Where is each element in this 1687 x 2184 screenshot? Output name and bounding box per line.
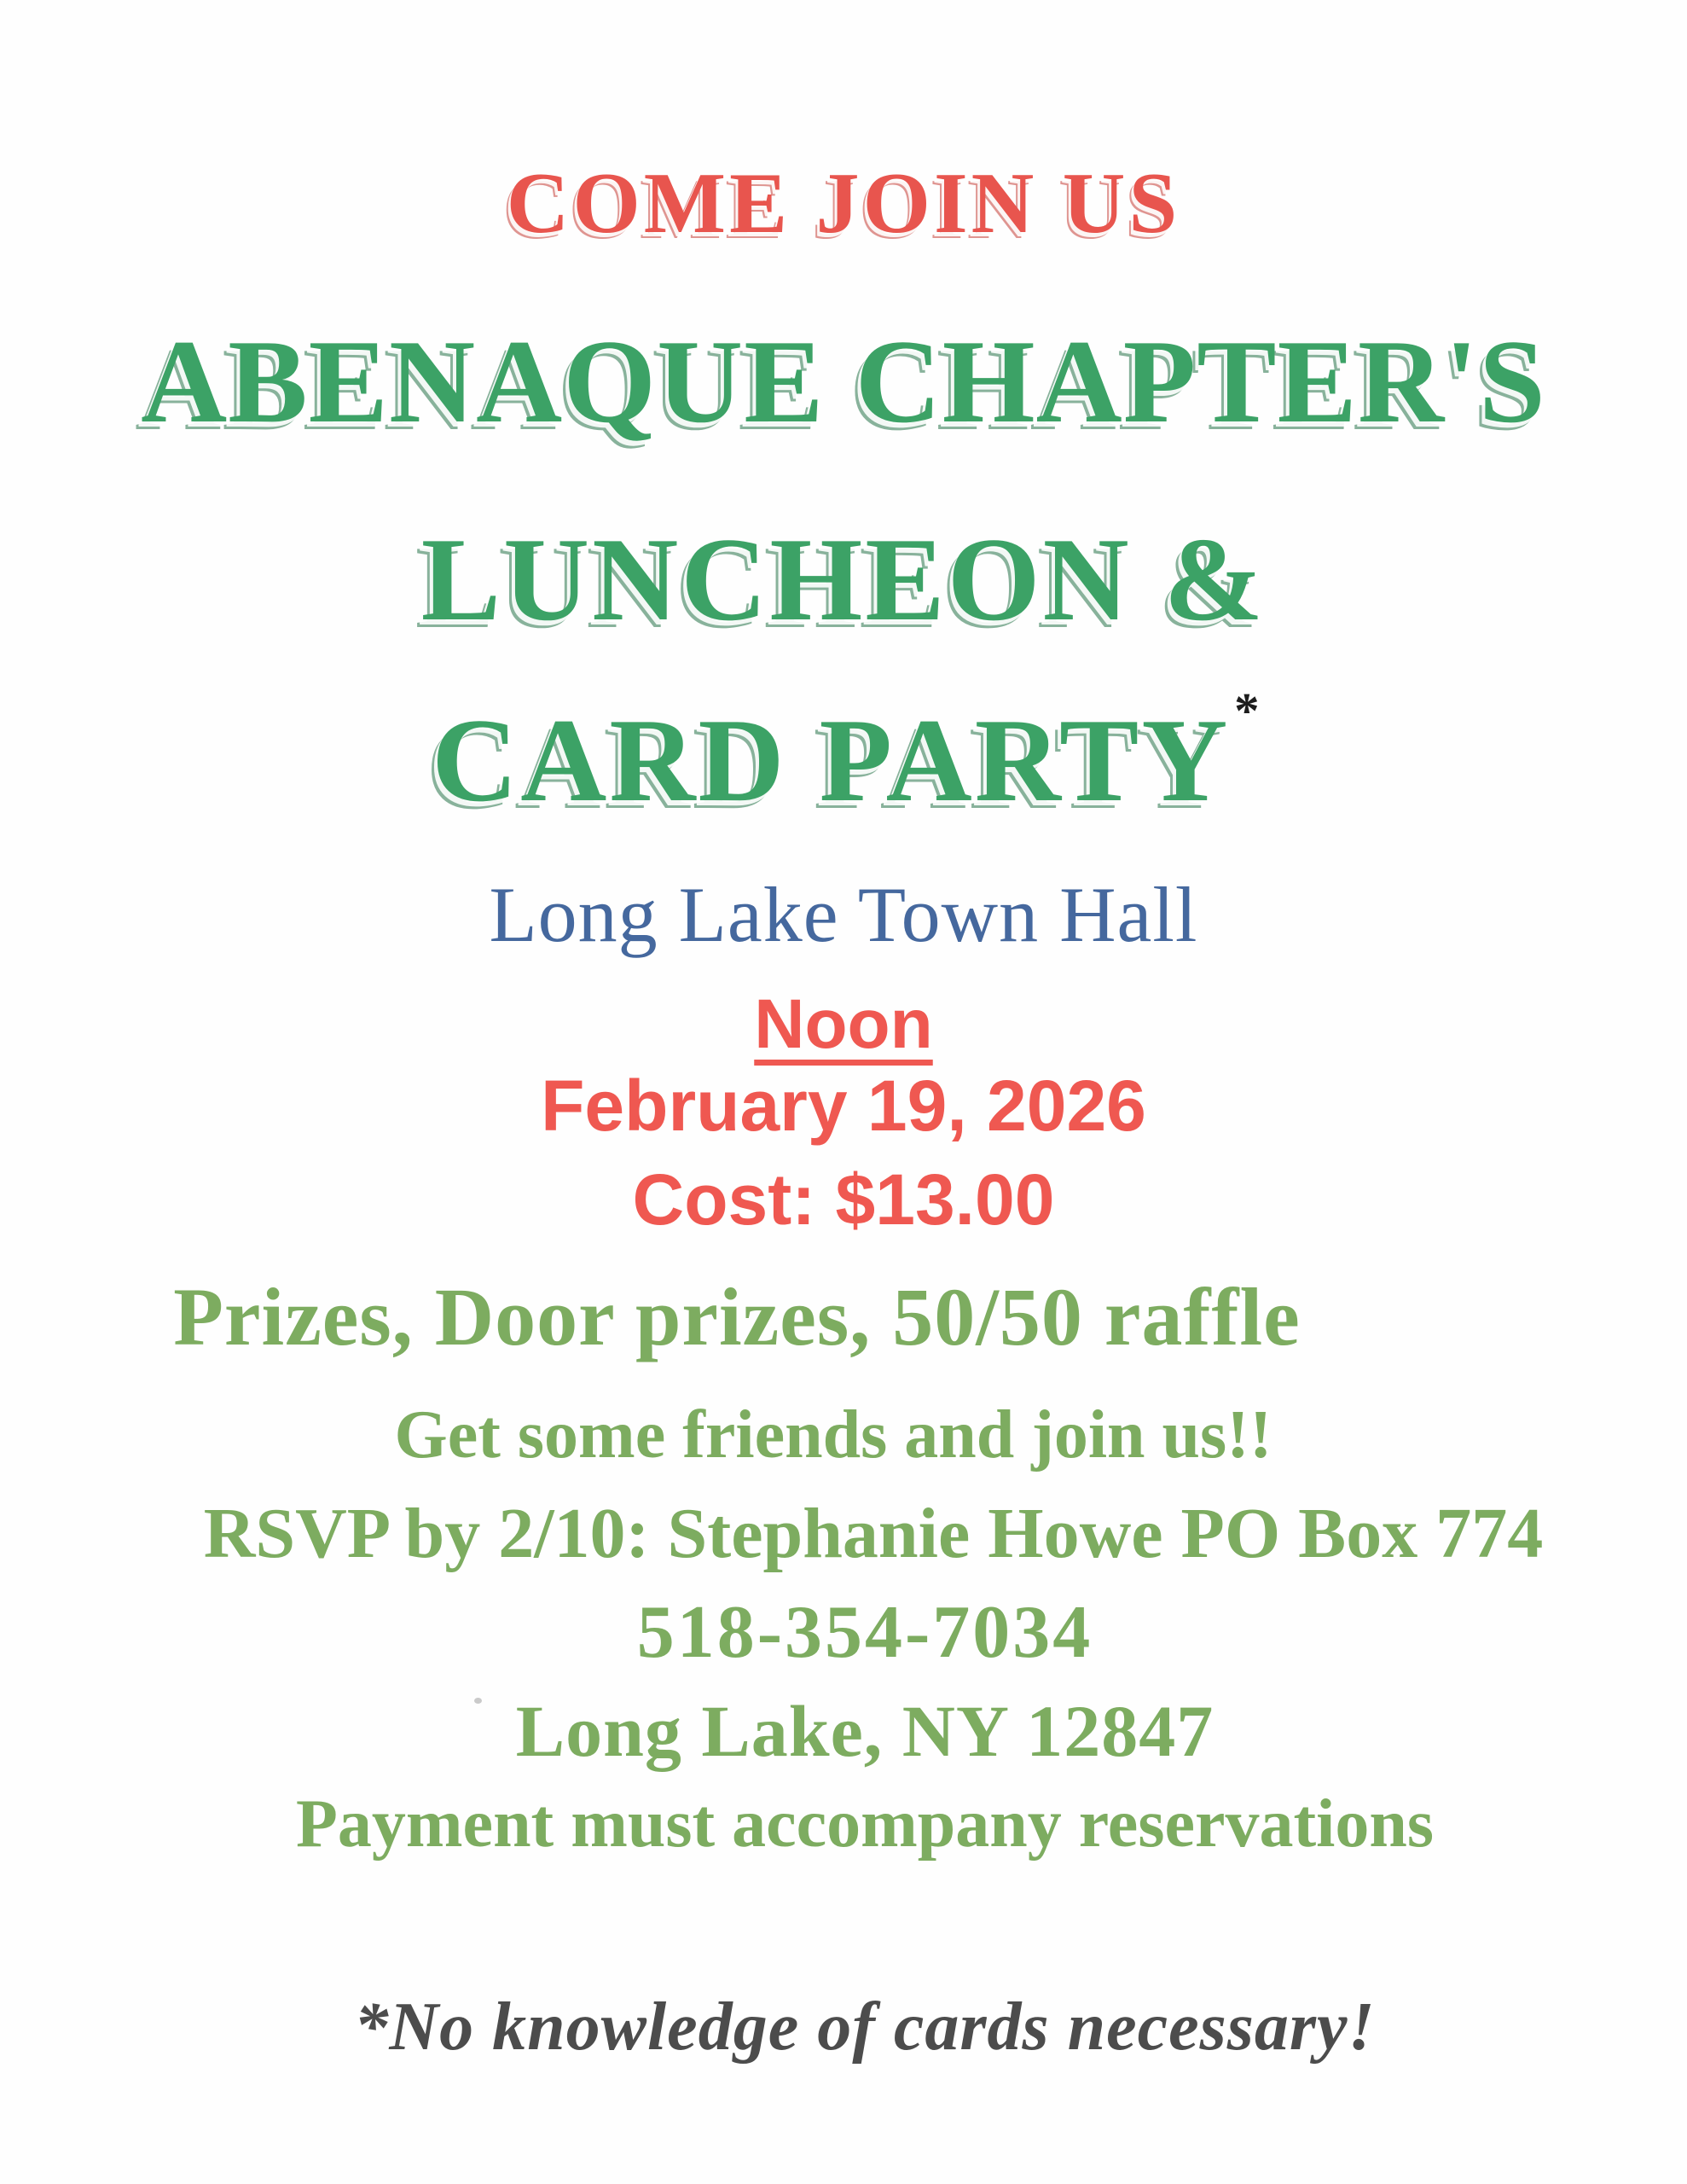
invite-line: Get some friends and join us!!: [394, 1397, 1272, 1472]
header-come-join-us: COME JOIN US: [506, 155, 1181, 252]
footnote-asterisk-mark: *: [1234, 682, 1260, 739]
rsvp-line: RSVP by 2/10: Stephanie Howe PO Box 774: [203, 1494, 1544, 1573]
prizes-line: Prizes, Door prizes, 50/50 raffle: [173, 1271, 1301, 1362]
footnote-line: *No knowledge of cards necessary!: [354, 1989, 1376, 2065]
address-line: Long Lake, NY 12847: [515, 1690, 1215, 1772]
scan-speck: [474, 1698, 482, 1704]
title-abenaque-chapters: ABENAQUE CHAPTER'S: [141, 316, 1546, 448]
phone-line: 518-354-7034: [636, 1591, 1093, 1674]
title-luncheon: LUNCHEON &: [420, 514, 1267, 646]
time-line: Noon: [754, 985, 933, 1063]
title-card-party: [0, 682, 1687, 827]
cost-line: Cost: $13.00: [632, 1159, 1055, 1240]
date-line: February 19, 2026: [541, 1066, 1146, 1146]
venue-line: Long Lake Town Hall: [489, 871, 1198, 958]
title-card-party-text: CARD PARTY: [432, 694, 1231, 827]
payment-line: Payment must accompany reservations: [296, 1786, 1434, 1862]
